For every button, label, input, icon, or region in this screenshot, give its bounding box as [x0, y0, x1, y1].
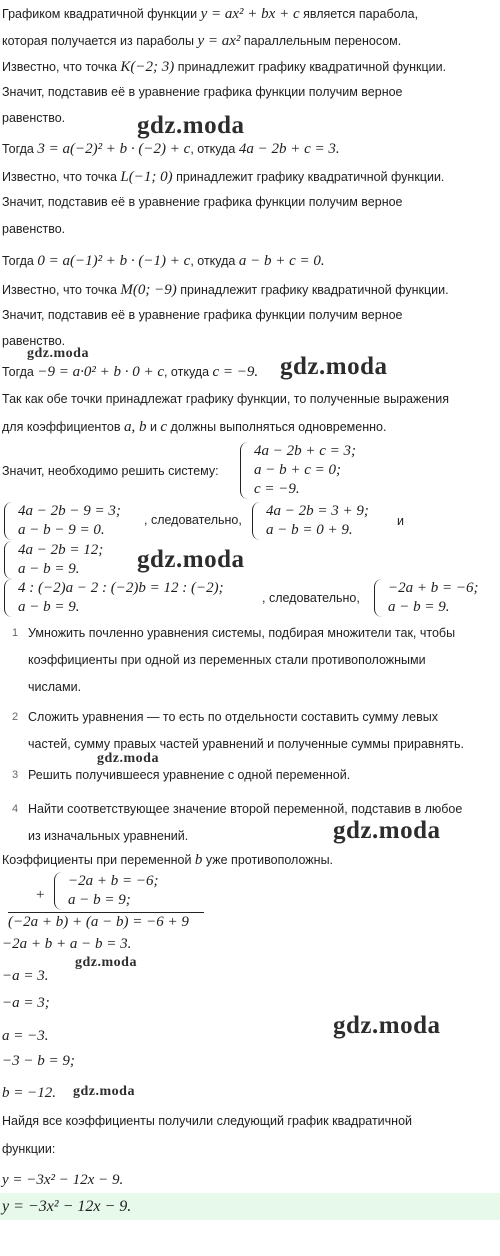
paragraph-line: равенство.	[2, 222, 66, 236]
equation-line: −2a + b + a − b = 3.	[2, 936, 132, 952]
paragraph-line: Известно, что точка K(−2; 3) принадлежит графику квадратичной функции.	[2, 59, 447, 75]
watermark: gdz.moda	[97, 751, 159, 766]
equation-line: −a = 3.	[2, 968, 49, 984]
equation-system: 4a − 2b − 9 = 3; a − b − 9 = 0.	[4, 502, 121, 540]
equation-line: −a = 3;	[2, 995, 50, 1011]
paragraph-line: функции:	[2, 1142, 56, 1156]
watermark: gdz.moda	[27, 346, 89, 361]
step-number: 4	[12, 803, 19, 815]
paragraph-line: равенство.	[2, 334, 66, 348]
paragraph-line: Значит, подставив её в уравнение графика функции получим верное	[2, 195, 403, 209]
brace	[54, 872, 63, 910]
plus-sign: +	[36, 887, 45, 903]
equation-system: −2a + b = −6; a − b = 9;	[54, 872, 158, 910]
equation-line: Тогда 3 = a(−2)² + b · (−2) + c, откуда 4a − 2b + c = 3.	[2, 141, 340, 157]
paragraph-line: равенство.	[2, 111, 66, 125]
brace	[374, 579, 383, 617]
list-item: Умножить почленно уравнения системы, подбирая множители так, чтобы коэффициенты при одной из переменных стали противоположными числами.	[28, 626, 456, 694]
watermark: gdz.moda	[137, 546, 245, 573]
list-item: Решить получившееся уравнение с одной переменной.	[28, 768, 351, 782]
equation-system: 4a − 2b = 12; a − b = 9.	[4, 541, 103, 579]
watermark: gdz.moda	[137, 112, 245, 139]
equation-line: b = −12.	[2, 1085, 56, 1101]
list-item: Сложить уравнения — то есть по отдельности составить сумму левых частей, сумму правых частей уравнений и полученные суммы приравнять.	[28, 710, 464, 751]
equation-system: 4a − 2b + c = 3; a − b + c = 0; c = −9.	[240, 442, 356, 499]
watermark: gdz.moda	[73, 1084, 135, 1099]
final-answer: y = −3x² − 12x − 9.	[2, 1198, 132, 1215]
paragraph-line: Значит, необходимо решить систему:	[2, 464, 219, 478]
equation-system: 4 : (−2)a − 2 : (−2)b = 12 : (−2); a − b = 9.	[4, 579, 224, 617]
watermark: gdz.moda	[333, 817, 441, 844]
paragraph-line: Значит, подставив её в уравнение графика функции получим верное	[2, 308, 403, 322]
paragraph-line: для коэффициентов a, b и c должны выполняться одновременно.	[2, 419, 387, 435]
brace	[4, 541, 13, 579]
watermark: gdz.moda	[280, 353, 388, 380]
sum-line	[8, 912, 204, 913]
step-number: 2	[12, 711, 19, 723]
brace	[240, 442, 249, 499]
paragraph-line: Так как обе точки принадлежат графику функции, то полученные выражения	[2, 392, 449, 406]
equation-line: Тогда 0 = a(−1)² + b · (−1) + c, откуда a − b + c = 0.	[2, 253, 325, 269]
step-number: 3	[12, 769, 19, 781]
equation-system: −2a + b = −6; a − b = 9.	[374, 579, 478, 617]
list-item: Найти соответствующее значение второй переменной, подставив в любое из изначальных уравнений.	[28, 802, 463, 843]
text-fragment: , следовательно,	[262, 591, 360, 605]
text-fragment: и	[397, 514, 404, 528]
equation-system: 4a − 2b = 3 + 9; a − b = 0 + 9.	[252, 502, 369, 540]
brace	[4, 502, 13, 540]
paragraph-line: Графиком квадратичной функции y = ax² + bx + c является парабола,	[2, 6, 419, 22]
equation-line: (−2a + b) + (a − b) = −6 + 9	[8, 914, 189, 930]
equation-line: Тогда −9 = a·0² + b · 0 + c, откуда c = −9.	[2, 364, 259, 380]
equation-line: y = −3x² − 12x − 9.	[2, 1172, 124, 1188]
watermark: gdz.moda	[333, 1012, 441, 1039]
text-fragment: , следовательно,	[144, 513, 242, 527]
equation-line: a = −3.	[2, 1028, 49, 1044]
paragraph-line: Значит, подставив её в уравнение графика функции получим верное	[2, 85, 403, 99]
brace	[4, 579, 13, 617]
paragraph-line: Коэффициенты при переменной b уже противоположны.	[2, 852, 334, 868]
paragraph-line: Известно, что точка M(0; −9) принадлежит графику квадратичной функции.	[2, 282, 449, 298]
paragraph-line: которая получается из параболы y = ax² параллельным переносом.	[2, 33, 402, 49]
paragraph-line: Известно, что точка L(−1; 0) принадлежит графику квадратичной функции.	[2, 169, 445, 185]
paragraph-line: Найдя все коэффициенты получили следующий график квадратичной	[2, 1114, 413, 1128]
brace	[252, 502, 261, 540]
watermark: gdz.moda	[75, 955, 137, 970]
equation-line: −3 − b = 9;	[2, 1053, 75, 1069]
step-number: 1	[12, 627, 19, 639]
